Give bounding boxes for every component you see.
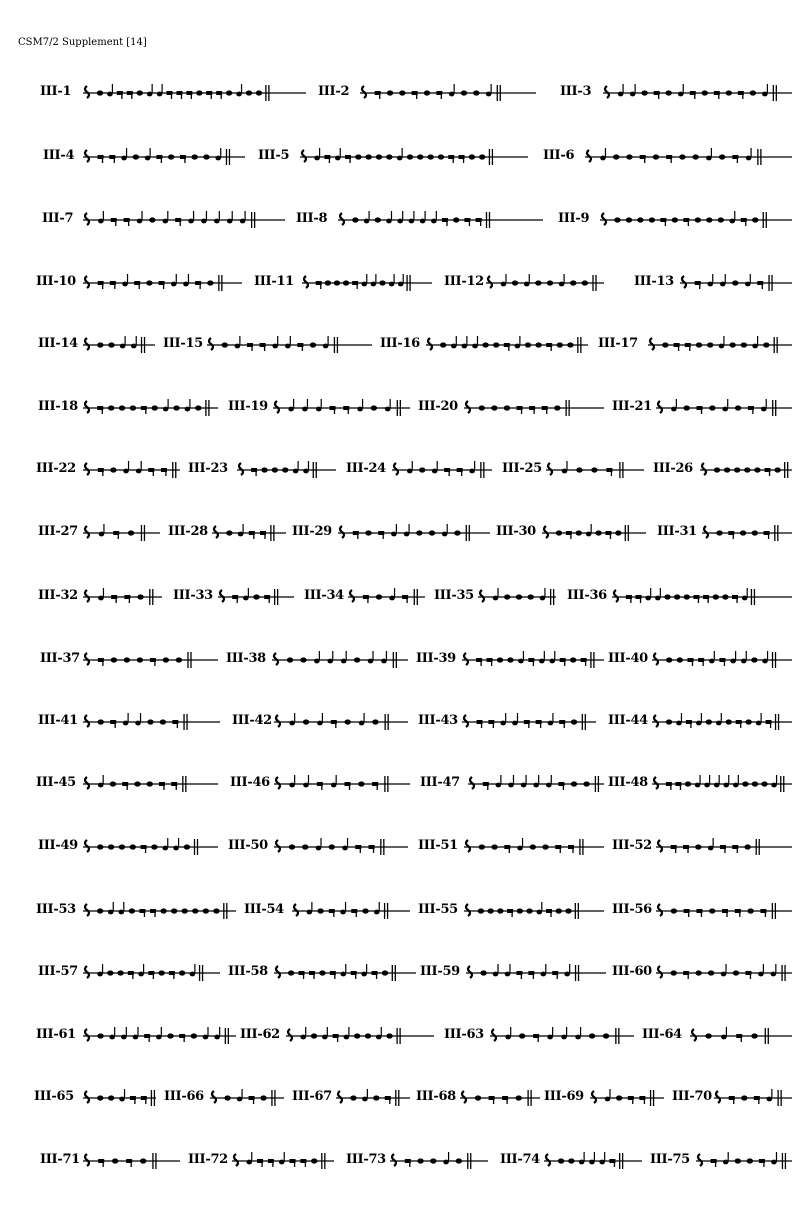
rhythm-staff [466,961,606,985]
excerpt-label: III-62 [240,1027,280,1042]
rhythm-staff [286,1024,434,1048]
excerpt-label: III-60 [612,964,652,979]
rhythm-staff [83,396,218,420]
rhythm-staff [83,961,220,985]
excerpt-label: III-57 [38,964,78,979]
excerpt-label: III-53 [36,902,76,917]
excerpt-label: III-17 [598,336,638,351]
excerpt-label: III-4 [43,148,75,163]
excerpt-label: III-45 [36,775,76,790]
rhythm-staff [652,772,792,796]
excerpt-label: III-22 [36,461,76,476]
rhythm-staff [83,333,155,357]
excerpt-label: III-42 [232,713,272,728]
excerpt-label: III-1 [40,84,72,99]
rhythm-staff [274,961,416,985]
excerpt-label: III-66 [164,1089,204,1104]
excerpt-label: III-32 [38,588,78,603]
rhythm-staff [212,521,286,545]
rhythm-staff [462,710,596,734]
rhythm-staff [680,271,792,295]
rhythm-staff [714,1086,792,1110]
excerpt-label: III-20 [418,399,458,414]
excerpt-label: III-24 [346,461,386,476]
excerpt-label: III-52 [612,838,652,853]
rhythm-staff [460,1086,540,1110]
rhythm-staff [490,1024,634,1048]
excerpt-label: III-74 [500,1152,540,1167]
rhythm-staff [544,1149,642,1173]
rhythm-staff [464,899,604,923]
rhythm-staff [218,585,294,609]
excerpt-label: III-5 [258,148,290,163]
rhythm-staff [468,772,604,796]
excerpt-label: III-28 [168,524,208,539]
excerpt-label: III-7 [42,211,74,226]
rhythm-staff [83,772,218,796]
excerpt-label: III-59 [420,964,460,979]
excerpt-label: III-13 [634,274,674,289]
rhythm-staff [600,208,792,232]
excerpt-label: III-47 [420,775,460,790]
excerpt-label: III-10 [36,274,76,289]
rhythm-staff [83,648,218,672]
excerpt-label: III-40 [608,651,648,666]
rhythm-staff [83,208,285,232]
rhythm-staff [83,145,245,169]
excerpt-label: III-38 [226,651,266,666]
excerpt-label: III-12 [444,274,484,289]
rhythm-staff [603,81,792,105]
rhythm-staff [700,458,792,482]
rhythm-staff [590,1086,664,1110]
page-header: CSM7/2 Supplement [14] [18,37,147,48]
rhythm-staff [83,835,218,859]
excerpt-label: III-56 [612,902,652,917]
excerpt-label: III-25 [502,461,542,476]
excerpt-label: III-65 [34,1089,74,1104]
rhythm-staff [83,1149,180,1173]
rhythm-staff [464,835,604,859]
excerpt-label: III-61 [36,1027,76,1042]
excerpt-label: III-6 [543,148,575,163]
excerpt-label: III-49 [38,838,78,853]
excerpt-label: III-27 [38,524,78,539]
excerpt-label: III-8 [296,211,328,226]
excerpt-label: III-48 [608,775,648,790]
excerpt-label: III-67 [292,1089,332,1104]
rhythm-staff [390,1149,488,1173]
rhythm-staff [542,521,646,545]
rhythm-staff [274,772,410,796]
excerpt-label: III-63 [444,1027,484,1042]
rhythm-staff [83,1086,156,1110]
excerpt-label: III-16 [380,336,420,351]
excerpt-label: III-35 [434,588,474,603]
rhythm-staff [696,1149,792,1173]
rhythm-staff [392,458,492,482]
rhythm-staff [702,521,792,545]
rhythm-staff [207,333,372,357]
excerpt-label: III-55 [418,902,458,917]
rhythm-staff [83,1024,236,1048]
rhythm-staff [652,648,792,672]
excerpt-label: III-15 [163,336,203,351]
excerpt-label: III-26 [653,461,693,476]
rhythm-staff [232,1149,334,1173]
excerpt-label: III-68 [416,1089,456,1104]
excerpt-label: III-30 [496,524,536,539]
excerpt-label: III-29 [292,524,332,539]
rhythm-staff [83,899,236,923]
excerpt-label: III-70 [672,1089,712,1104]
excerpt-label: III-46 [230,775,270,790]
rhythm-staff [83,81,306,105]
excerpt-label: III-50 [228,838,268,853]
rhythm-staff [656,899,792,923]
rhythm-staff [612,585,792,609]
excerpt-label: III-19 [228,399,268,414]
rhythm-staff [656,835,792,859]
rhythm-staff [292,899,410,923]
excerpt-label: III-14 [38,336,78,351]
excerpt-label: III-41 [38,713,78,728]
excerpt-label: III-11 [254,274,294,289]
rhythm-staff [302,271,432,295]
excerpt-label: III-2 [318,84,350,99]
excerpt-label: III-37 [40,651,80,666]
excerpt-label: III-58 [228,964,268,979]
rhythm-staff [546,458,644,482]
rhythm-staff [585,145,792,169]
rhythm-staff [83,458,180,482]
excerpt-label: III-36 [567,588,607,603]
rhythm-staff [652,710,792,734]
rhythm-staff [690,1024,792,1048]
excerpt-label: III-51 [418,838,458,853]
excerpt-label: III-75 [650,1152,690,1167]
rhythm-staff [464,396,604,420]
rhythm-staff [274,710,408,734]
rhythm-staff [83,271,242,295]
rhythm-staff [237,458,336,482]
rhythm-staff [83,521,160,545]
rhythm-staff [338,208,543,232]
rhythm-staff [336,1086,410,1110]
excerpt-label: III-72 [188,1152,228,1167]
rhythm-staff [273,396,410,420]
rhythm-staff [648,333,792,357]
rhythm-staff [83,710,220,734]
excerpt-label: III-9 [558,211,590,226]
excerpt-label: III-39 [416,651,456,666]
excerpt-label: III-18 [38,399,78,414]
rhythm-staff [300,145,528,169]
rhythm-staff [486,271,604,295]
excerpt-label: III-64 [642,1027,682,1042]
excerpt-label: III-69 [544,1089,584,1104]
rhythm-staff [348,585,425,609]
excerpt-label: III-43 [418,713,458,728]
rhythm-staff [462,648,604,672]
excerpt-label: III-44 [608,713,648,728]
excerpt-label: III-54 [244,902,284,917]
excerpt-label: III-71 [40,1152,80,1167]
rhythm-staff [656,961,792,985]
excerpt-label: III-33 [173,588,213,603]
excerpt-label: III-31 [657,524,697,539]
rhythm-staff [426,333,588,357]
rhythm-staff [338,521,490,545]
rhythm-staff [656,396,792,420]
excerpt-label: III-73 [346,1152,386,1167]
excerpt-label: III-3 [560,84,592,99]
rhythm-staff [272,648,408,672]
rhythm-staff [360,81,536,105]
excerpt-label: III-34 [304,588,344,603]
rhythm-staff [83,585,162,609]
rhythm-staff [274,835,408,859]
rhythm-staff [478,585,556,609]
rhythm-staff [210,1086,284,1110]
excerpt-label: III-23 [188,461,228,476]
excerpt-label: III-21 [612,399,652,414]
